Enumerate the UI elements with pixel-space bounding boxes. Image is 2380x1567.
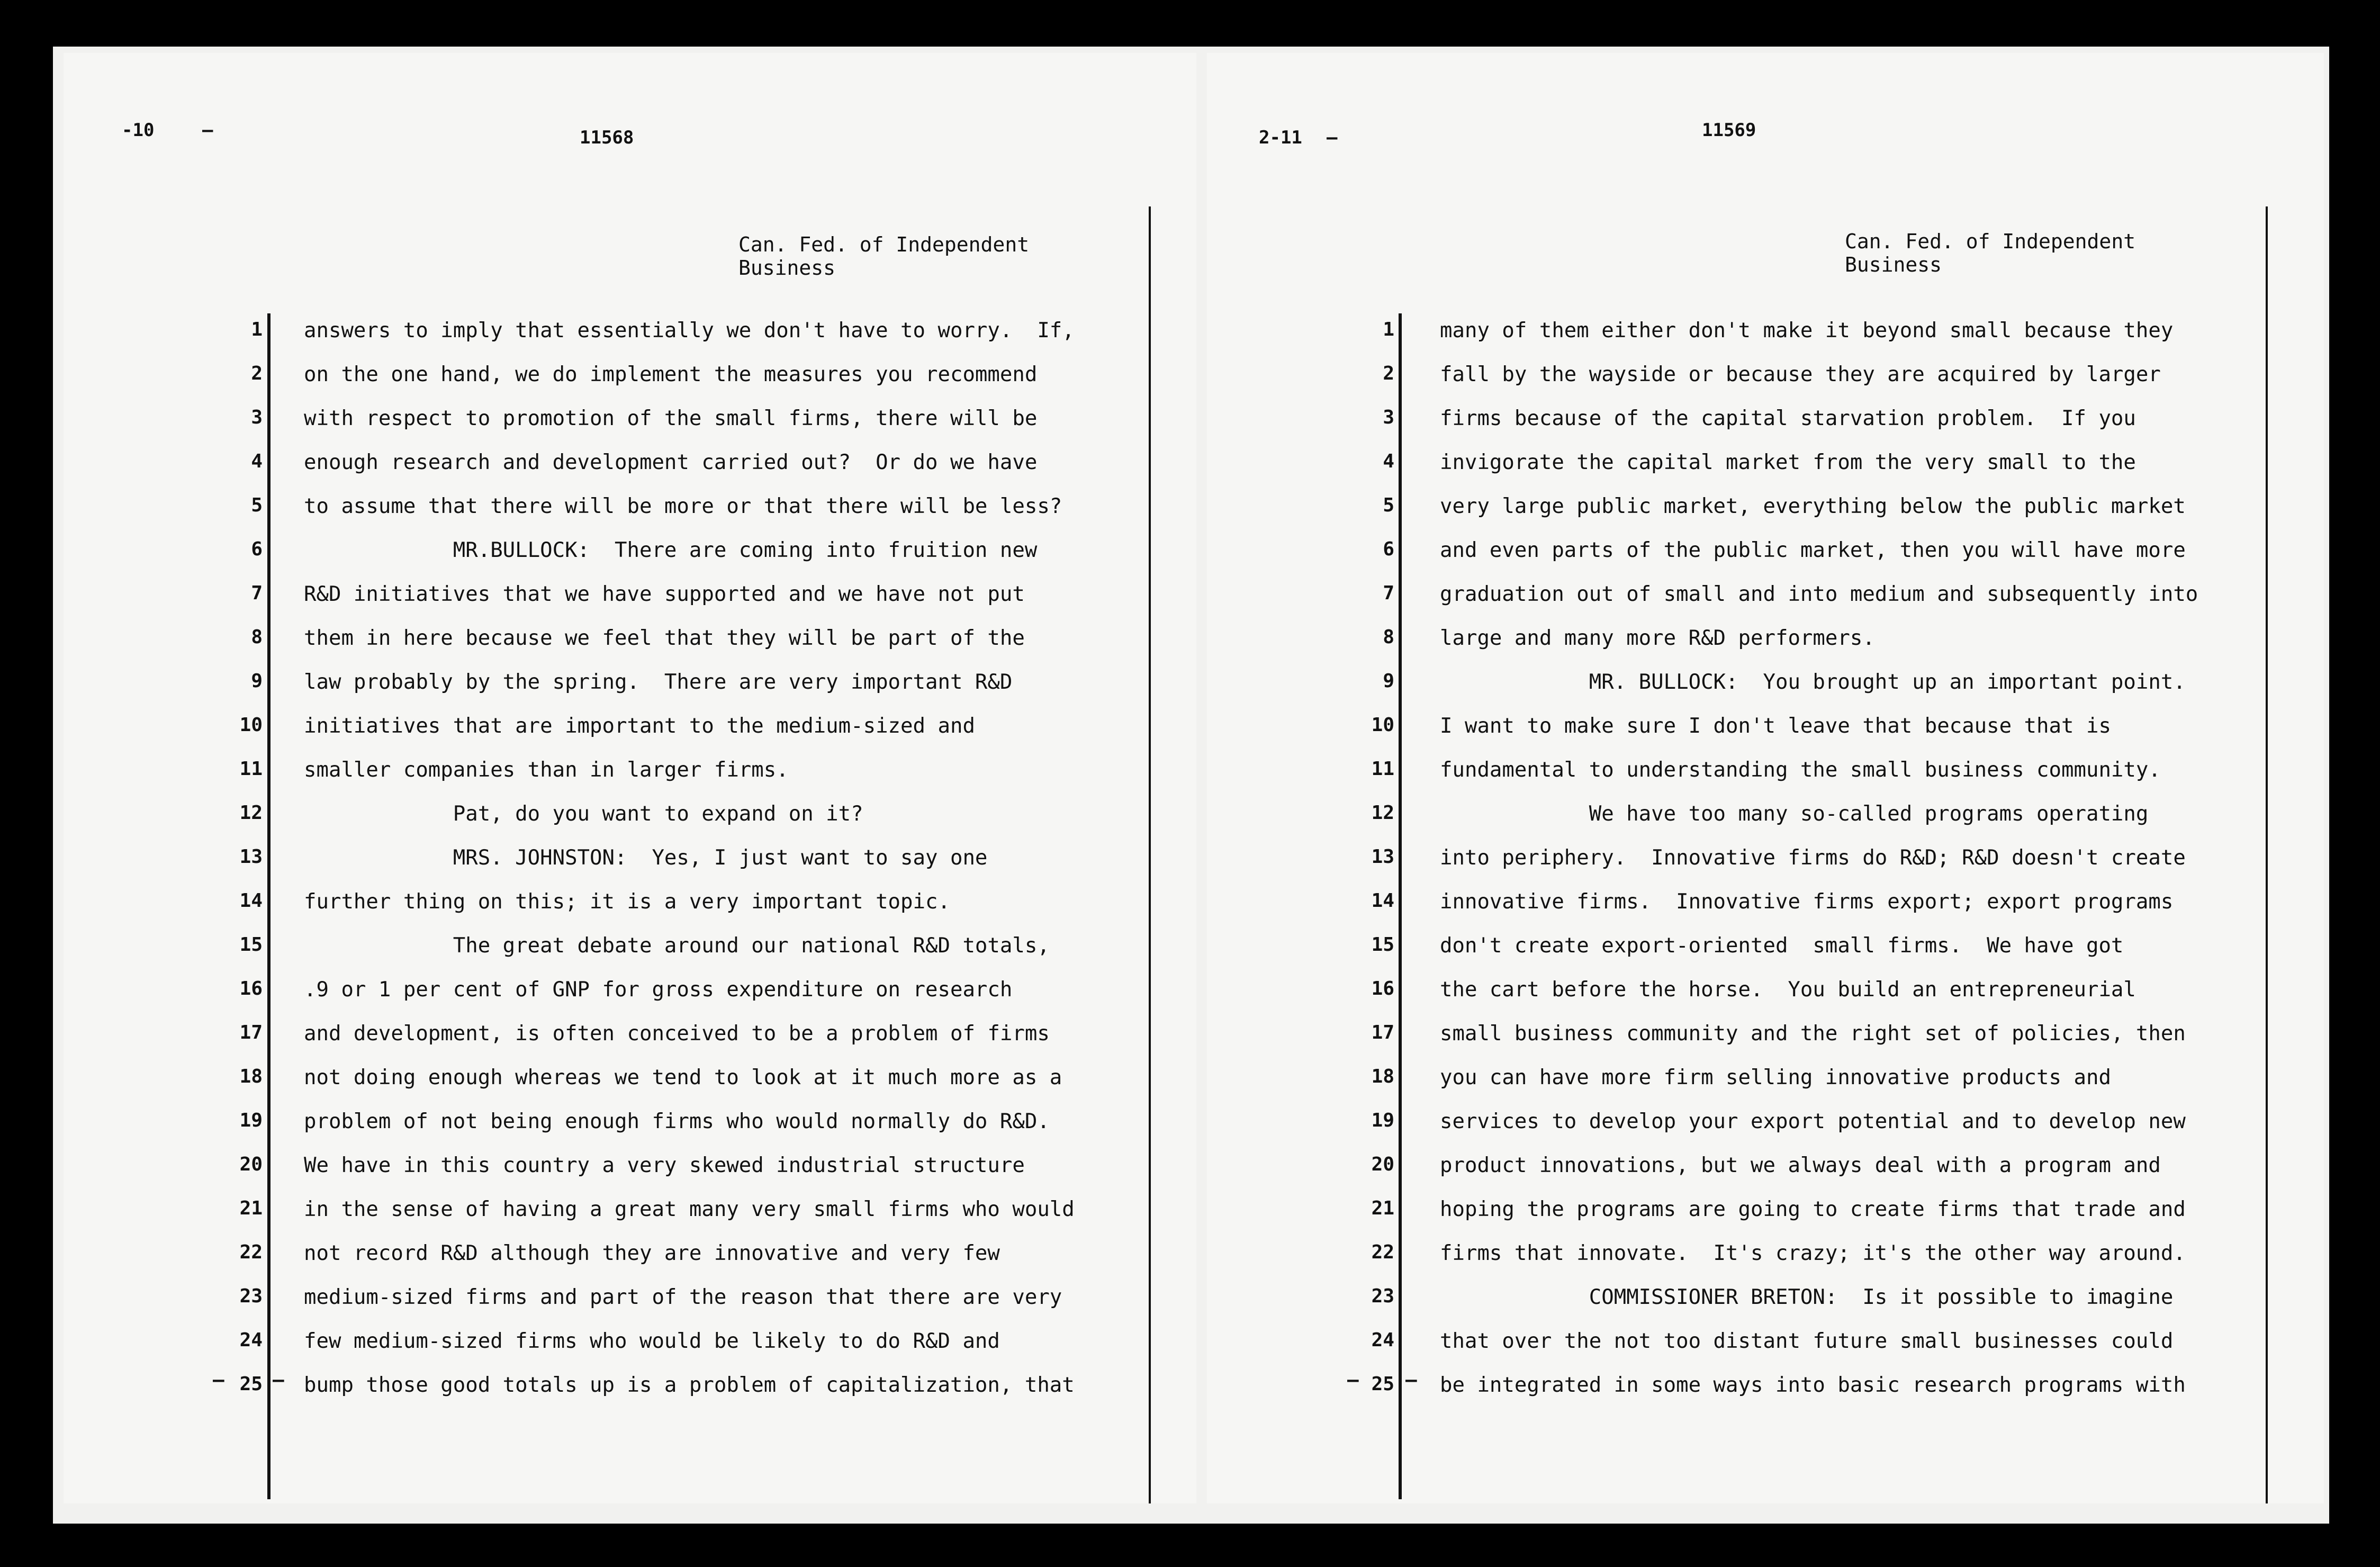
page-code-dash: —	[202, 120, 213, 141]
line-number: 9	[251, 670, 263, 692]
transcript-line: into periphery. Innovative firms do R&D; R&D doesn't create	[1440, 846, 2186, 870]
transcript-page-right	[1207, 53, 2324, 1503]
line-number: 6	[251, 538, 263, 560]
transcript-line: large and many more R&D performers.	[1440, 626, 1875, 650]
transcript-line: and development, is often conceived to be a problem of firms	[304, 1022, 1050, 1046]
transcript-line: problem of not being enough firms who would normally do R&D.	[304, 1110, 1050, 1133]
witness-heading-line: Can. Fed. of Independent	[1845, 230, 2136, 253]
line-number: 11	[239, 758, 263, 780]
line-number: 11	[1371, 758, 1394, 780]
page-code: 2-11	[1259, 127, 1302, 148]
witness-heading-line: Business	[738, 256, 836, 280]
witness-heading	[738, 233, 1029, 280]
line-number: 22	[239, 1241, 263, 1263]
page-number: 11569	[1702, 120, 1756, 141]
transcript-line: product innovations, but we always deal with a program and	[1440, 1154, 2161, 1177]
page-code: -10	[122, 120, 155, 141]
transcript-line: initiatives that are important to the medium-sized and	[304, 714, 975, 738]
transcript-line: We have in this country a very skewed industrial structure	[304, 1154, 1025, 1177]
line-number: 18	[1371, 1066, 1394, 1087]
transcript-line: few medium-sized firms who would be likely to do R&D and	[304, 1329, 1000, 1353]
transcript-line: and even parts of the public market, then you will have more	[1440, 538, 2186, 562]
line-number: 18	[239, 1066, 263, 1087]
line-number: 5	[1383, 494, 1394, 516]
transcript-line: firms that innovate. It's crazy; it's the other way around.	[1440, 1241, 2186, 1265]
line-25-marker-left: —	[213, 1369, 224, 1391]
line-number: 16	[1371, 978, 1394, 999]
line-number: 19	[1371, 1110, 1394, 1131]
page-code-dash: —	[1327, 127, 1338, 148]
witness-heading-line: Can. Fed. of Independent	[738, 233, 1030, 256]
line-number: 13	[1371, 846, 1394, 868]
transcript-line: R&D initiatives that we have supported and we have not put	[304, 582, 1025, 606]
transcript-line: you can have more firm selling innovative products and	[1440, 1066, 2111, 1089]
line-number: 16	[239, 978, 263, 999]
transcript-line: law probably by the spring. There are very important R&D	[304, 670, 1013, 694]
line-number: 8	[251, 626, 263, 648]
transcript-line: answers to imply that essentially we don't have to worry. If,	[304, 319, 1075, 343]
line-number: 1	[1383, 319, 1394, 340]
transcript-line: further thing on this; it is a very important topic.	[304, 890, 950, 914]
transcript-line: We have too many so-called programs operating	[1440, 802, 2149, 826]
line-number: 4	[1383, 451, 1394, 472]
transcript-line: hoping the programs are going to create firms that trade and	[1440, 1197, 2186, 1221]
line-number-rule	[267, 313, 271, 1499]
transcript-line: not doing enough whereas we tend to look at it much more as a	[304, 1066, 1062, 1089]
line-number: 17	[1371, 1022, 1394, 1043]
line-number: 6	[1383, 538, 1394, 560]
line-number: 9	[1383, 670, 1394, 692]
transcript-line: The great debate around our national R&D totals,	[304, 934, 1050, 958]
transcript-line: invigorate the capital market from the very small to the	[1440, 451, 2136, 474]
transcript-line: enough research and development carried out? Or do we have	[304, 451, 1038, 474]
line-number-rule	[1399, 313, 1402, 1499]
transcript-line: bump those good totals up is a problem of capitalization, that	[304, 1373, 1075, 1397]
transcript-line: with respect to promotion of the small firms, there will be	[304, 407, 1038, 430]
line-number: 4	[251, 451, 263, 472]
witness-heading	[1845, 230, 2135, 276]
transcript-line: that over the not too distant future small businesses could	[1440, 1329, 2174, 1353]
transcript-line: I want to make sure I don't leave that because that is	[1440, 714, 2111, 738]
line-number: 25	[239, 1373, 263, 1395]
line-number: 15	[1371, 934, 1394, 956]
transcript-line: smaller companies than in larger firms.	[304, 758, 789, 782]
right-margin-rule	[1149, 206, 1151, 1503]
transcript-line: firms because of the capital starvation problem. If you	[1440, 407, 2136, 430]
transcript-line: services to develop your export potential and to develop new	[1440, 1110, 2186, 1133]
line-number: 10	[1371, 714, 1394, 736]
transcript-line: fall by the wayside or because they are acquired by larger	[1440, 363, 2161, 386]
line-number: 8	[1383, 626, 1394, 648]
transcript-line: to assume that there will be more or that there will be less?	[304, 494, 1062, 518]
transcript-line: don't create export-oriented small firms. We have got	[1440, 934, 2124, 958]
line-25-marker-right: –	[1405, 1369, 1417, 1391]
line-number: 23	[239, 1285, 263, 1307]
transcript-line: the cart before the horse. You build an entrepreneurial	[1440, 978, 2136, 1002]
line-number: 2	[1383, 363, 1394, 384]
transcript-line: fundamental to understanding the small business community.	[1440, 758, 2161, 782]
line-number: 14	[239, 890, 263, 912]
transcript-line: .9 or 1 per cent of GNP for gross expenditure on research	[304, 978, 1013, 1002]
witness-heading-line: Business	[1845, 253, 1942, 276]
line-number: 24	[239, 1329, 263, 1351]
right-margin-rule	[2266, 206, 2268, 1503]
transcript-page-left	[64, 53, 1196, 1503]
line-number: 21	[239, 1197, 263, 1219]
transcript-line: small business community and the right set of policies, then	[1440, 1022, 2186, 1046]
line-number: 12	[239, 802, 263, 824]
transcript-line: not record R&D although they are innovative and very few	[304, 1241, 1000, 1265]
line-number: 17	[239, 1022, 263, 1043]
transcript-line: innovative firms. Innovative firms export; export programs	[1440, 890, 2174, 914]
transcript-line: very large public market, everything below the public market	[1440, 494, 2186, 518]
line-number: 7	[1383, 582, 1394, 604]
line-number: 12	[1371, 802, 1394, 824]
line-number: 10	[239, 714, 263, 736]
line-number: 13	[239, 846, 263, 868]
line-number: 19	[239, 1110, 263, 1131]
line-number: 3	[251, 407, 263, 428]
transcript-line: graduation out of small and into medium and subsequently into	[1440, 582, 2198, 606]
line-number: 21	[1371, 1197, 1394, 1219]
line-number: 3	[1383, 407, 1394, 428]
transcript-line: in the sense of having a great many very small firms who would	[304, 1197, 1075, 1221]
transcript-line: Pat, do you want to expand on it?	[304, 802, 863, 826]
transcript-line: MRS. JOHNSTON: Yes, I just want to say one	[304, 846, 988, 870]
line-25-marker-right: –	[273, 1369, 284, 1391]
transcript-line: medium-sized firms and part of the reason that there are very	[304, 1285, 1062, 1309]
transcript-line: many of them either don't make it beyond small because they	[1440, 319, 2174, 343]
line-number: 14	[1371, 890, 1394, 912]
line-number: 22	[1371, 1241, 1394, 1263]
line-number: 20	[239, 1154, 263, 1175]
line-number: 5	[251, 494, 263, 516]
transcript-line: COMMISSIONER BRETON: Is it possible to imagine	[1440, 1285, 2174, 1309]
transcript-line: on the one hand, we do implement the measures you recommend	[304, 363, 1038, 386]
line-number: 20	[1371, 1154, 1394, 1175]
transcript-line: be integrated in some ways into basic research programs with	[1440, 1373, 2186, 1397]
line-25-marker-left: —	[1347, 1369, 1359, 1391]
transcript-line: MR. BULLOCK: You brought up an important point.	[1440, 670, 2186, 694]
transcript-line: MR.BULLOCK: There are coming into fruition new	[304, 538, 1038, 562]
line-number: 24	[1371, 1329, 1394, 1351]
page-number: 11568	[580, 127, 634, 148]
line-number: 25	[1371, 1373, 1394, 1395]
transcript-line: them in here because we feel that they will be part of the	[304, 626, 1025, 650]
line-number: 2	[251, 363, 263, 384]
line-number: 23	[1371, 1285, 1394, 1307]
line-number: 7	[251, 582, 263, 604]
line-number: 1	[251, 319, 263, 340]
line-number: 15	[239, 934, 263, 956]
